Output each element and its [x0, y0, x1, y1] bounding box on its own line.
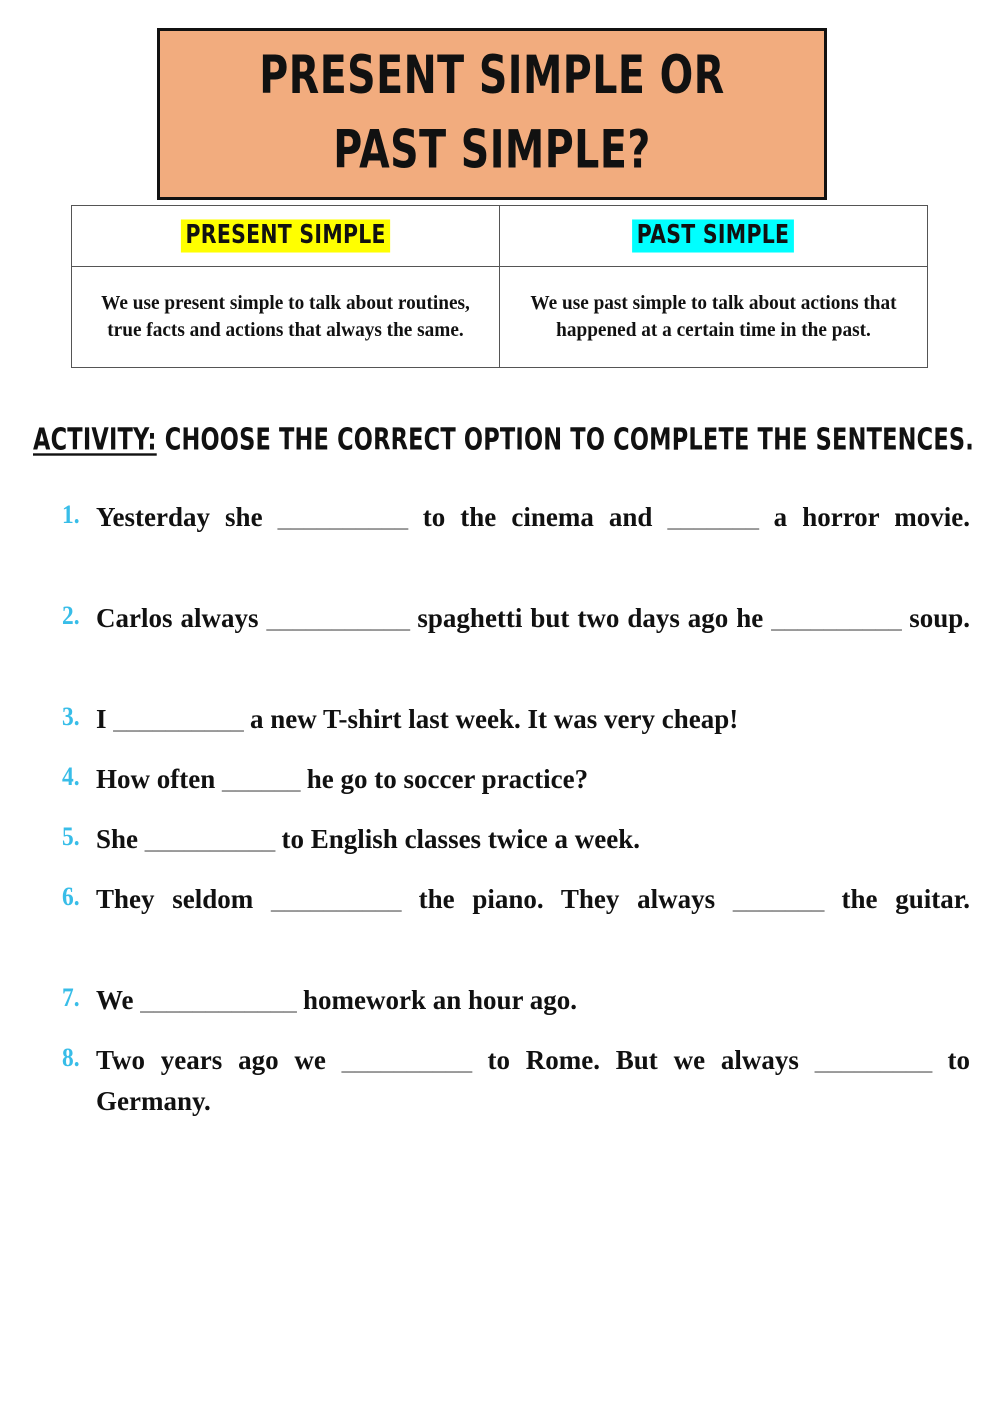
question-text [96, 759, 970, 800]
question-number: 4. [62, 762, 80, 792]
present-simple-heading: PRESENT SIMPLE [181, 219, 391, 252]
header-cell-present-simple [72, 206, 500, 267]
question-text-segment: soup. [901, 603, 971, 634]
answer-blank[interactable]: ___________ [266, 603, 410, 634]
answer-blank[interactable]: _______ [732, 884, 824, 915]
question-text-segment: to the cinema and [407, 502, 668, 532]
answer-blank[interactable]: __________ [144, 824, 275, 855]
question-text [96, 980, 970, 1021]
body-cell-present-simple [72, 267, 500, 368]
question-row [62, 879, 970, 961]
answer-blank[interactable]: _________ [814, 1045, 932, 1076]
question-number: 8. [62, 1043, 80, 1073]
past-simple-heading: PAST SIMPLE [633, 219, 795, 252]
question-text-segment: a horror movie. [758, 502, 970, 532]
question-text [96, 598, 970, 680]
table-body-row [72, 267, 928, 368]
question-text-segment: spaghetti but two days ago he [409, 603, 772, 634]
answer-blank[interactable]: __________ [113, 704, 244, 735]
question-number: 7. [62, 983, 80, 1013]
answer-blank[interactable]: ______ [221, 764, 300, 795]
question-text-segment: homework an hour ago. [296, 985, 578, 1016]
question-text-segment: How often [96, 764, 222, 795]
question-text-segment: he go to soccer practice? [299, 764, 589, 795]
question-text [96, 497, 970, 579]
answer-blank[interactable]: __________ [270, 884, 401, 915]
question-number: 3. [62, 702, 80, 732]
question-text [96, 1040, 970, 1163]
question-row [62, 980, 970, 1021]
question-text-segment: the guitar. [823, 884, 970, 915]
answer-blank[interactable]: __________ [341, 1045, 472, 1076]
question-number: 6. [62, 882, 80, 912]
question-text-segment: to English classes twice a week. [274, 824, 641, 855]
activity-instruction [33, 422, 974, 457]
activity-instruction-text: CHOOSE THE CORRECT OPTION TO COMPLETE THE SENTENCES. [156, 422, 975, 457]
tense-definition-table [71, 205, 928, 368]
page-title: PRESENT SIMPLE OR PAST SIMPLE? [259, 45, 725, 182]
question-text-segment: Carlos always [96, 603, 267, 634]
header-cell-past-simple [500, 206, 928, 267]
question-row [62, 759, 970, 800]
question-number: 1. [62, 500, 80, 529]
question-text [96, 879, 970, 961]
worksheet-title-banner [157, 28, 827, 200]
question-text-segment: to Rome. But we always [471, 1045, 815, 1076]
answer-blank[interactable]: __________ [771, 603, 902, 634]
answer-blank[interactable]: __________ [277, 502, 408, 532]
question-number: 5. [62, 822, 80, 852]
question-row [62, 598, 970, 680]
question-text-segment: Yesterday she [96, 502, 278, 532]
question-number: 2. [62, 601, 80, 631]
question-text-segment: a new T-shirt last week. It was very cheap! [243, 704, 739, 735]
question-text [96, 819, 970, 860]
question-row [62, 1040, 970, 1163]
table-header-row [72, 206, 928, 267]
question-row [62, 819, 970, 860]
question-row [62, 699, 970, 740]
question-list [62, 497, 970, 1182]
body-cell-past-simple [500, 267, 928, 368]
present-simple-description: We use present simple to talk about routines, true facts and actions that always the same. [101, 291, 470, 341]
answer-blank[interactable]: ____________ [140, 985, 297, 1016]
question-text-segment: We [96, 985, 141, 1016]
question-text [96, 699, 970, 740]
question-text-segment: to Germany. [96, 1045, 970, 1117]
question-text-segment: I [96, 704, 114, 735]
activity-label: ACTIVITY: [33, 422, 157, 457]
question-text-segment: Two years ago we [96, 1045, 342, 1076]
question-text-segment: She [96, 824, 145, 855]
question-text-segment: They seldom [96, 884, 271, 915]
answer-blank[interactable]: _______ [667, 502, 759, 532]
past-simple-description: We use past simple to talk about actions that happened at a certain time in the past. [530, 291, 897, 341]
question-text-segment: the piano. They always [400, 884, 733, 915]
question-row [62, 497, 970, 579]
